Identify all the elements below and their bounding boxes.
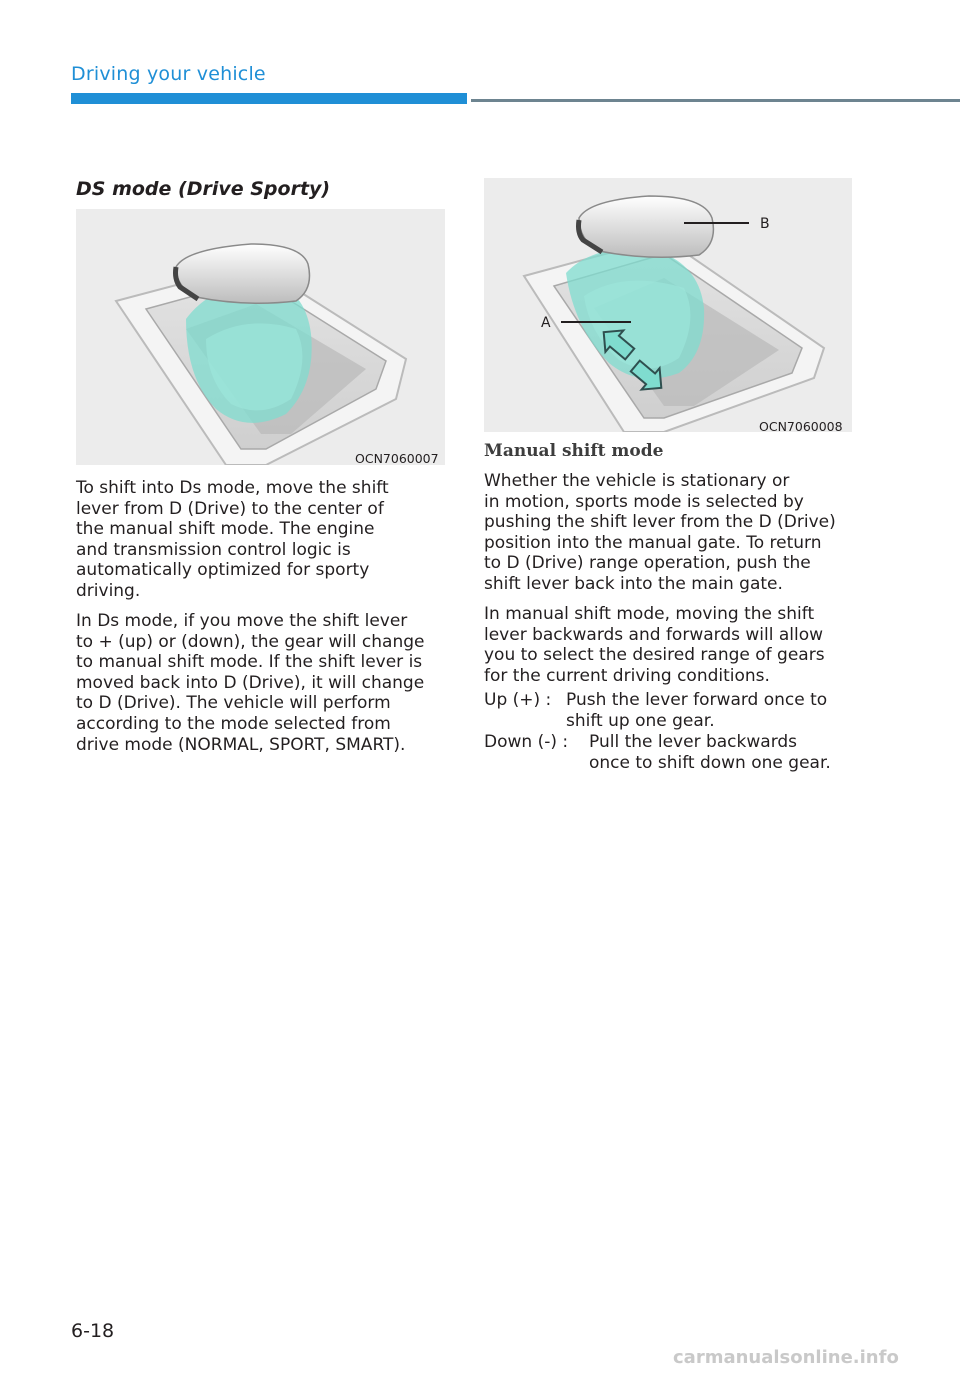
watermark: carmanualsonline.info [673,1347,899,1368]
definition-up [484,690,864,732]
section-title-ds-mode: DS mode (Drive Sporty) [76,178,331,200]
manual-shift-illustration [484,178,852,432]
text-line: the manual shift mode. The engine [76,519,375,540]
text-line: Whether the vehicle is stationary or [484,471,790,491]
figure-ds-mode-shift-lever [76,209,445,465]
callout-label-a: A [541,315,551,331]
text-line: you to select the desired range of gears [484,645,825,666]
text-line: shift up one gear. [566,710,715,731]
text-line: lever backwards and forwards will allow [484,624,824,645]
text-line: drive mode (NORMAL, SPORT, SMART). [76,734,406,755]
text-line: automatically optimized for sporty [76,560,370,581]
figure-code-left: OCN7060007 [355,451,439,466]
manual-shift-paragraph-1 [484,471,836,595]
header-rule-gray [471,99,960,102]
text-line: to + (up) or (down), the gear will change [76,631,425,652]
header-rule-blue [71,93,467,104]
text-line: In manual shift mode, moving the shift [484,604,815,624]
figure-code-right: OCN7060008 [759,419,843,434]
text-line: moved back into D (Drive), it will change [76,672,425,693]
ds-mode-paragraph-2 [76,611,425,755]
text-line: In Ds mode, if you move the shift lever [76,611,408,631]
definition-term: Down (-) : [484,732,569,752]
definition-desc [566,690,827,731]
text-line: according to the mode selected from [76,713,391,734]
text-line: lever from D (Drive) to the center of [76,498,384,519]
page-number: 6-18 [71,1320,115,1342]
shift-lever-illustration [76,209,445,465]
text-line: and transmission control logic is [76,539,351,560]
text-line: To shift into Ds mode, move the shift [76,478,389,498]
manual-shift-paragraph-2 [484,604,825,686]
ds-mode-paragraph-1 [76,478,389,602]
text-line: to manual shift mode. If the shift lever is [76,652,423,673]
text-line: position into the manual gate. To return [484,532,822,553]
callout-label-b: B [760,216,770,232]
text-line: once to shift down one gear. [589,752,831,773]
text-line: to D (Drive). The vehicle will perform [76,693,391,714]
definition-term: Up (+) : [484,690,552,710]
text-line: shift lever back into the main gate. [484,573,783,594]
text-line: Push the lever forward once to [566,690,828,710]
figure-manual-shift-lever [484,178,852,432]
text-line: for the current driving conditions. [484,665,770,686]
text-line: in motion, sports mode is selected by [484,491,804,512]
text-line: pushing the shift lever from the D (Drive) [484,512,836,533]
definition-desc [589,732,831,773]
subheading-manual-shift-mode: Manual shift mode [484,441,664,461]
running-header: Driving your vehicle [71,63,266,85]
text-line: driving. [76,580,141,601]
text-line: to D (Drive) range operation, push the [484,553,811,574]
definition-down [484,732,864,774]
text-line: Pull the lever backwards [589,732,798,752]
